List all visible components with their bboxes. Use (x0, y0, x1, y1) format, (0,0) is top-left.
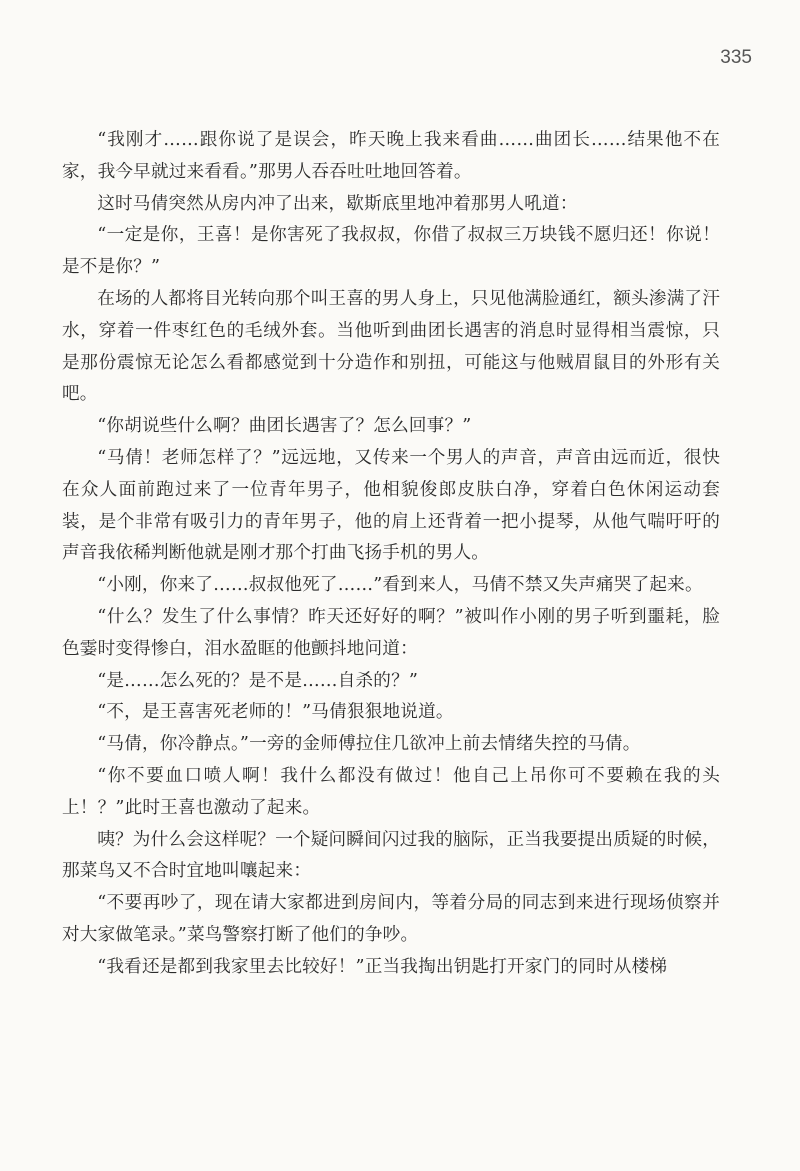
paragraph: “不要再吵了，现在请大家都进到房间内，等着分局的同志到来进行现场侦察并对大家做笔录。”菜鸟警察打断了他们的争吵。 (62, 893, 720, 945)
paragraph: 在场的人都将目光转向那个叫王喜的男人身上，只见他满脸通红，额头渗满了汗水，穿着一件枣红色的毛绒外套。当他听到曲团长遇害的消息时显得相当震惊，只是那份震惊无论怎么看都感觉到十分造作和别扭，可能这与他贼眉鼠目的外形有关吧。 (62, 288, 720, 405)
paragraph: 咦？为什么会这样呢？一个疑问瞬间闪过我的脑际，正当我要提出质疑的时候，那菜鸟又不合时宜地叫嚷起来： (62, 829, 720, 882)
paragraph: “你不要血口喷人啊！我什么都没有做过！他自己上吊你可不要赖在我的头上！？”此时王喜也激动了起来。 (62, 765, 720, 818)
paragraph: “马倩！老师怎样了？”远远地，又传来一个男人的声音，声音由远而近，很快在众人面前跑过来了一位青年男子，他相貌俊郎皮肤白净，穿着白色休闲运动套装，是个非常有吸引力的青年男子，他的肩上还背着一把小提琴，从他气喘吁吁的声音我依稀判断他就是刚才那个打曲飞扬手机的男人。 (62, 447, 720, 564)
paragraph: “是……怎么死的？是不是……自杀的？” (97, 670, 419, 691)
page-number: 335 (720, 47, 752, 68)
paragraph: “马倩，你冷静点。”一旁的金师傅拉住几欲冲上前去情绪失控的马倩。 (97, 734, 641, 755)
body-text (62, 125, 720, 984)
paragraph: “一定是你，王喜！是你害死了我叔叔，你借了叔叔三万块钱不愿归还！你说！是不是你？” (62, 225, 720, 278)
paragraph: “不，是王喜害死老师的！”马倩狠狠地说道。 (97, 702, 454, 723)
paragraph: 这时马倩突然从房内冲了出来，歇斯底里地冲着那男人吼道： (97, 193, 578, 214)
paragraph: “我看还是都到我家里去比较好！”正当我掏出钥匙打开家门的同时从楼梯 (97, 956, 668, 977)
paragraph: “什么？发生了什么事情？昨天还好好的啊？”被叫作小刚的男子听到噩耗，脸色霎时变得惨白，泪水盈眶的他颤抖地问道： (62, 606, 720, 659)
paragraph: “我刚才……跟你说了是误会，昨天晚上我来看曲……曲团长……结果他不在家，我今早就过来看看。”那男人吞吞吐吐地回答着。 (62, 130, 720, 182)
paragraph: “小刚，你来了……叔叔他死了……”看到来人，马倩不禁又失声痛哭了起来。 (97, 575, 703, 596)
paragraph: “你胡说些什么啊？曲团长遇害了？怎么回事？” (97, 416, 472, 437)
